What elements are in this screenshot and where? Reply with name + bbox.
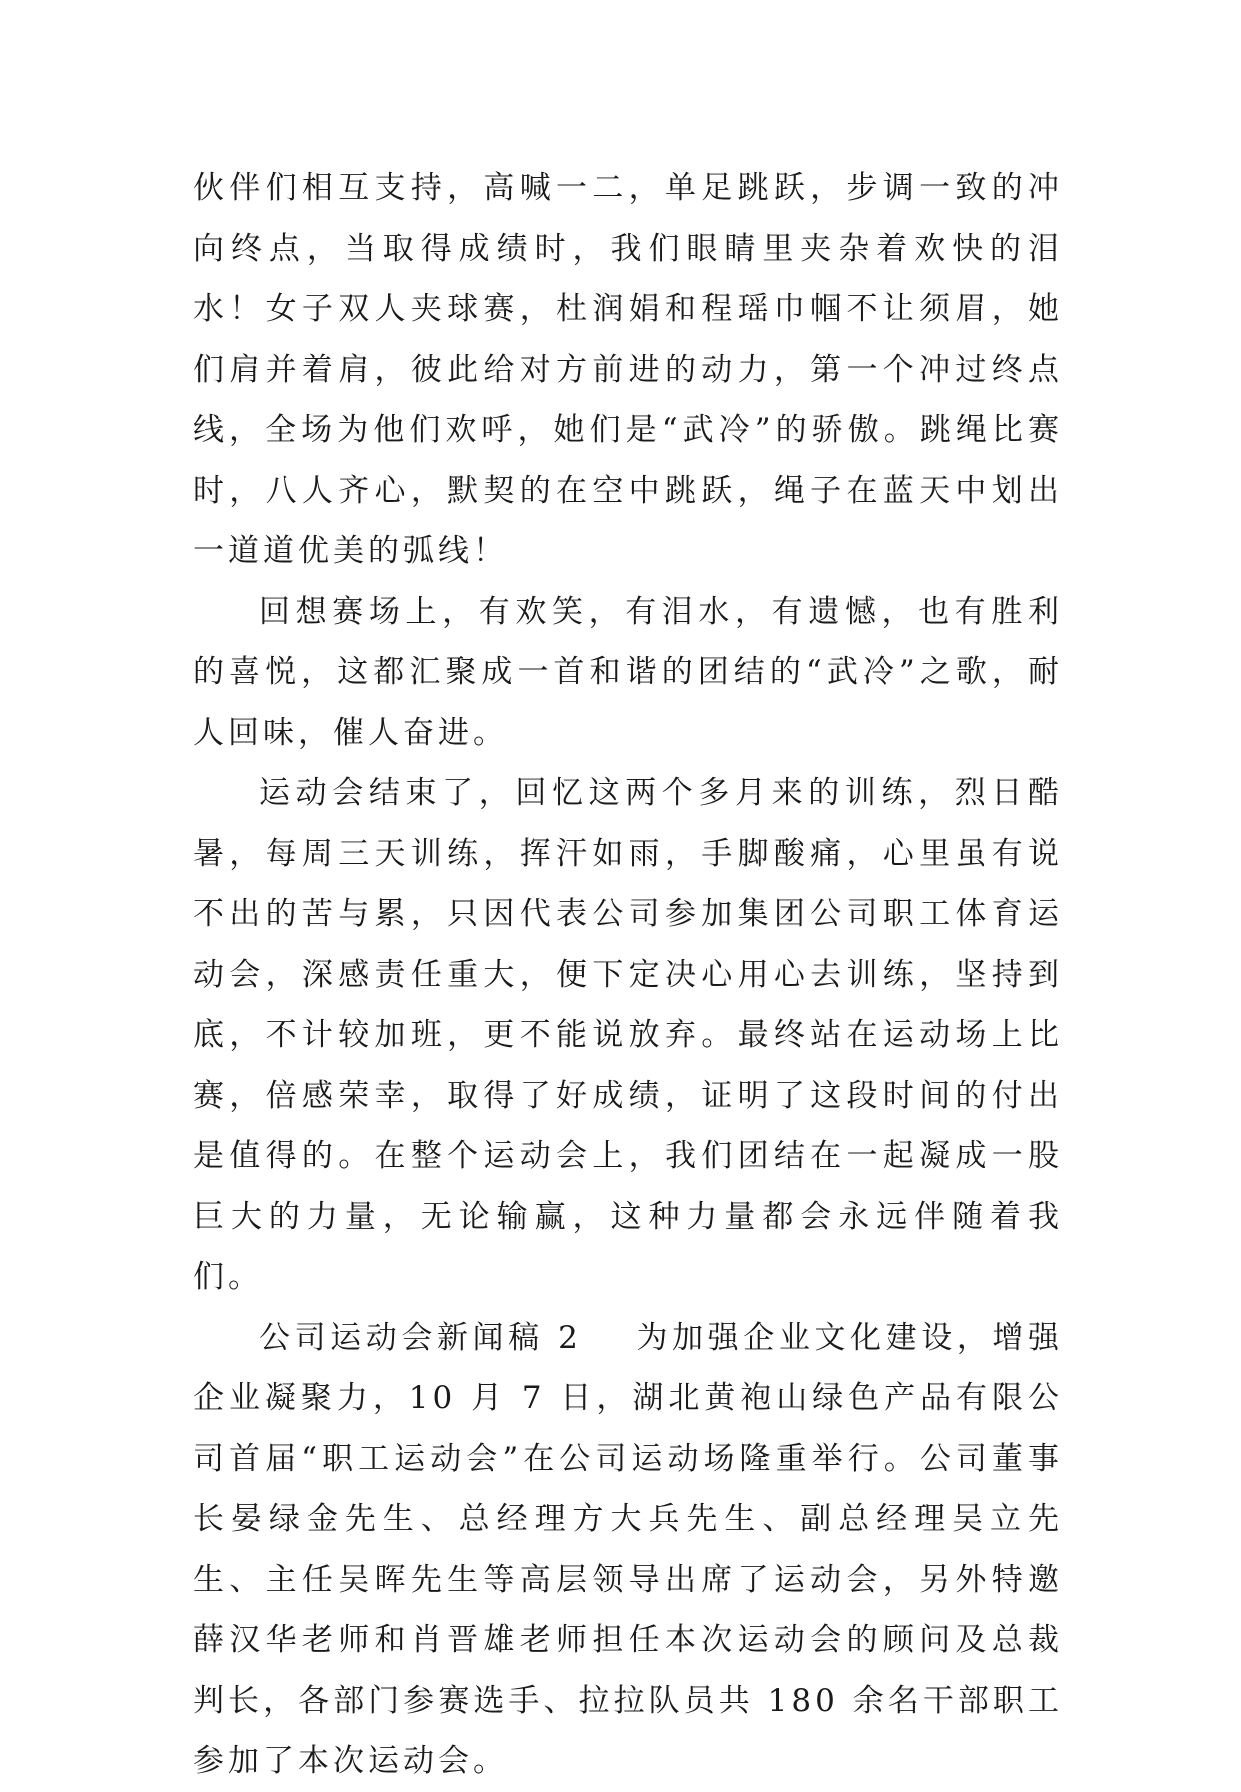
news-heading: 公司运动会新闻稿 2 xyxy=(259,1319,582,1356)
news-body: 为加强企业文化建设，增强企业凝聚力，10 月 7 日，湖北黄袍山绿色产品有限公司首届“职工运动会”在公司运动场隆重举行。公司董事长晏绿金先生、总经理方大兵先生、副总经理吴立先生、主任吴晖先生等高层领导出席了运动会，另外特邀薛汉华老师和肖晋雄老师担任本次运动会的顾问及总裁判长，各部门参赛选手、拉拉队员共 180 余名干部职工参加了本次运动会。 xyxy=(193,1319,1064,1779)
paragraph-news-2 xyxy=(193,1308,1063,1792)
paragraph-reflection: 回想赛场上，有欢笑，有泪水，有遗憾，也有胜利的喜悦，这都汇聚成一首和谐的团结的“武冷”之歌，耐人回味，催人奋进。 xyxy=(193,593,1063,751)
paragraph-sports-events: 伙伴们相互支持，高喊一二，单足跳跃，步调一致的冲向终点，当取得成绩时，我们眼睛里夹杂着欢快的泪水！女子双人夹球赛，杜润娟和程瑶巾帼不让须眉，她们肩并着肩，彼此给对方前进的动力，第一个冲过终点线，全场为他们欢呼，她们是“武冷”的骄傲。跳绳比赛时，八人齐心，默契的在空中跳跃，绳子在蓝天中划出一道道优美的弧线！ xyxy=(193,170,1063,569)
paragraph-training-summary: 运动会结束了，回忆这两个多月来的训练，烈日酷暑，每周三天训练，挥汗如雨，手脚酸痛，心里虽有说不出的苦与累，只因代表公司参加集团公司职工体育运动会，深感责任重大，便下定决心用心去训练，坚持到底，不计较加班，更不能说放弃。最终站在运动场上比赛，倍感荣幸，取得了好成绩，证明了这段时间的付出是值得的。在整个运动会上，我们团结在一起凝成一股巨大的力量，无论输赢，这种力量都会永远伴随着我们。 xyxy=(193,775,1063,1295)
document-body xyxy=(193,158,1063,1792)
